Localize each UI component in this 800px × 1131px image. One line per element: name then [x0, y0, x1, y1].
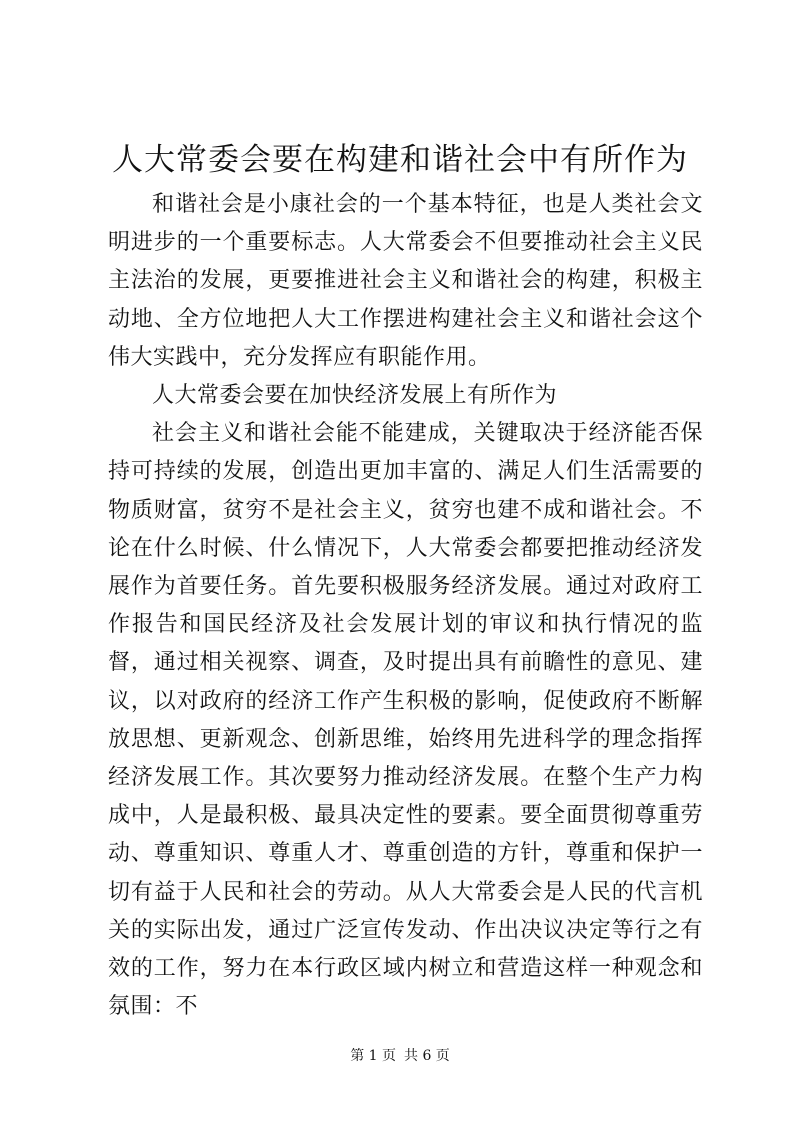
paragraph-economy: 社会主义和谐社会能不能建成，关键取决于经济能否保持可持续的发展，创造出更加丰富的、满足人们生活需要的物质财富，贫穷不是社会主义，贫穷也建不成和谐社会。不论在什么时候、什么情况下，人大常委会都要把推动经济发展作为首要任务。首先要积极服务经济发展。通过对政府工作报告和国民经济及社会发展计划的审议和执行情况的监督，通过相关视察、调查，及时提出具有前瞻性的意见、建议，以对政府的经济工作产生积极的影响，促使政府不断解放思想、更新观念、创新思维，始终用先进科学的理念指挥经济发展工作。其次要努力推动经济发展。在整个生产力构成中，人是最积极、最具决定性的要素。要全面贯彻尊重劳动、尊重知识、尊重人才、尊重创造的方针，尊重和保护一切有益于人民和社会的劳动。从人大常委会是人民的代言机关的实际出发，通过广泛宣传发动、作出决议决定等行之有效的工作，努力在本行政区域内树立和营造这样一种观念和氛围：不: [108, 421, 703, 1020]
document-body: [108, 186, 703, 1026]
page-total: 共 6 页: [404, 1048, 450, 1064]
page-number: 第 1 页: [350, 1048, 396, 1064]
page-title: 人大常委会要在构建和谐社会中有所作为: [112, 142, 688, 178]
section-heading: 人大常委会要在加快经济发展上有所作为: [152, 383, 558, 409]
paragraph-intro: 和谐社会是小康社会的一个基本特征，也是人类社会文明进步的一个重要标志。人大常委会不但要推动社会主义民主法治的发展，更要推进社会主义和谐社会的构建，积极主动地、全方位地把人大工作摆进构建社会主义和谐社会这个伟大实践中，充分发挥应有职能作用。: [108, 192, 703, 370]
page-footer: [0, 1046, 800, 1066]
